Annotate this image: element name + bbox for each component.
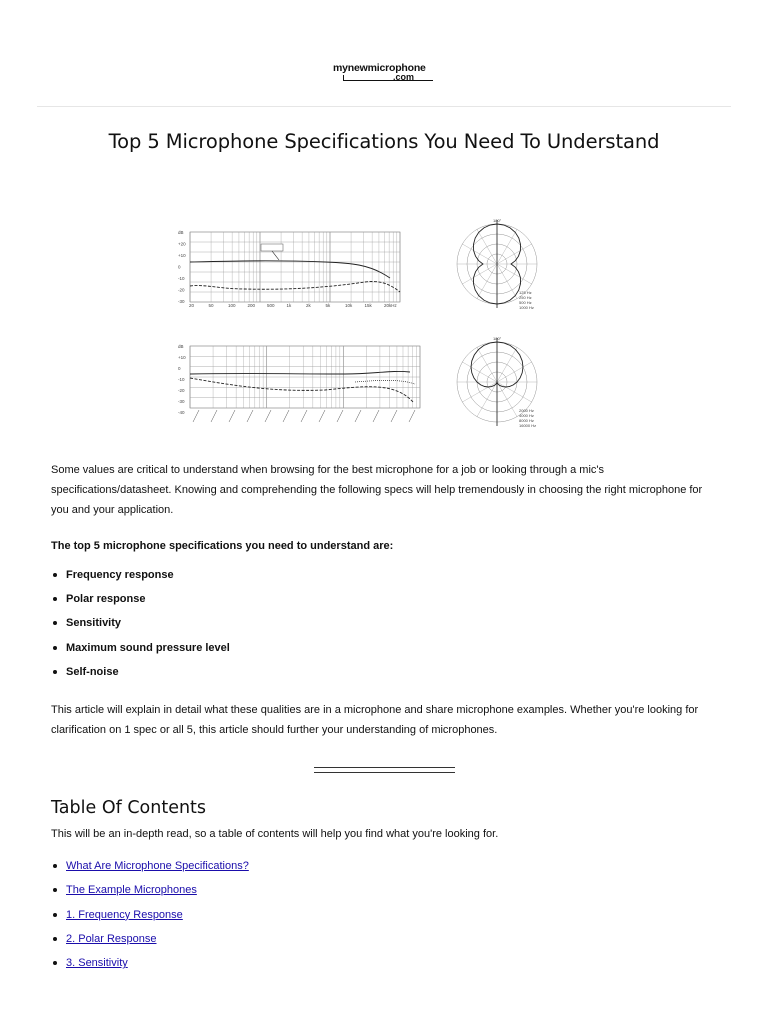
y-tick-label: dB (178, 344, 184, 349)
y-tick-label: +10 (178, 253, 186, 258)
x-tick-label: 500 (267, 303, 275, 308)
x-tick-label: 5k (325, 303, 331, 308)
polar-legend-label: 16000 Hz (519, 423, 537, 428)
response-curve (190, 261, 390, 278)
polar-spoke (477, 264, 497, 299)
x-tick-label: 20kHz (384, 303, 397, 308)
x-tick-mark (409, 410, 415, 422)
polar-legend-label: 8000 Hz (519, 418, 534, 423)
logo-underline (343, 80, 433, 81)
list-item: Maximum sound pressure level (51, 637, 230, 661)
x-tick-label: 15k (364, 303, 372, 308)
response-curve (190, 378, 413, 402)
y-tick-label: 0 (178, 264, 181, 270)
x-tick-mark (193, 410, 199, 422)
polar-legend-label: 125 Hz (519, 290, 532, 295)
y-tick-label: -30 (178, 299, 185, 304)
section-separator (314, 767, 455, 773)
response-curve (190, 281, 400, 292)
toc-link-frequency-response[interactable]: 1. Frequency Response (66, 908, 183, 921)
y-tick-label: 0 (178, 366, 181, 371)
polar-spoke (497, 264, 517, 299)
toc-link-example-microphones[interactable]: The Example Microphones (66, 884, 197, 897)
y-tick-label: -10 (178, 377, 185, 382)
explanation-paragraph: This article will explain in detail what these qualities are in a microphone and share microphone examples. Whether you're looking for clarification on 1 spec or all 5, this article should further your understanding of microphones. (51, 704, 699, 737)
x-tick-label: 50 (208, 303, 214, 308)
list-item: Polar response (51, 588, 230, 612)
x-tick-mark (283, 410, 289, 422)
list-intro: The top 5 microphone specifications you need to understand are: (51, 540, 394, 552)
x-tick-label: 10k (345, 303, 353, 308)
polar-angle-label: 180° (493, 336, 502, 341)
x-tick-label: 200 (247, 303, 256, 308)
toc-heading: Table Of Contents (51, 798, 207, 818)
x-tick-mark (337, 410, 343, 422)
response-curve (190, 371, 410, 374)
x-tick-mark (355, 410, 361, 422)
x-tick-label: 20 (189, 303, 195, 308)
polar-legend-label: 1000 Hz (519, 305, 534, 310)
toc-item (51, 928, 249, 952)
annotation-box (261, 244, 283, 251)
site-header (0, 0, 768, 107)
x-tick-mark (319, 410, 325, 422)
polar-angle-label: 180° (493, 218, 502, 223)
polar-legend-label: 500 Hz (519, 300, 532, 305)
y-tick-label: -10 (178, 276, 185, 281)
y-tick-label: +10 (178, 355, 186, 360)
polar-spoke (477, 347, 497, 382)
toc-item (51, 855, 249, 879)
y-tick-label: +20 (178, 241, 186, 247)
y-tick-label: -30 (178, 399, 185, 404)
y-tick-label: -40 (178, 410, 185, 415)
toc-item (51, 952, 249, 976)
x-tick-mark (229, 410, 235, 422)
microphone-spec-figure (175, 214, 595, 442)
toc-description: This will be an in-depth read, so a table of contents will help you find what you're looking for. (51, 828, 499, 840)
polar-spoke (497, 362, 532, 382)
toc-link-polar-response[interactable]: 2. Polar Response (66, 932, 157, 945)
logo-text: mynewmicrophone (333, 62, 426, 74)
y-tick-label: dB (178, 230, 184, 235)
y-tick-label: -20 (178, 388, 185, 393)
toc-item (51, 879, 249, 903)
spec-list (51, 564, 230, 685)
toc-link-sensitivity[interactable]: 3. Sensitivity (66, 957, 128, 970)
header-divider (37, 106, 731, 107)
polar-legend-label: 4000 Hz (519, 413, 534, 418)
y-tick-label: -20 (178, 287, 185, 293)
polar-legend-label: 2000 Hz (519, 408, 534, 413)
polar-spoke (497, 382, 532, 402)
logo-domain: .com (393, 72, 415, 82)
x-tick-mark (391, 410, 397, 422)
polar-spoke (462, 362, 497, 382)
polar-spoke (497, 347, 517, 382)
list-item: Self-noise (51, 661, 230, 685)
toc-link-specifications[interactable]: What Are Microphone Specifications? (66, 860, 249, 872)
polar-legend-label: 250 Hz (519, 295, 532, 300)
polar-spoke (462, 382, 497, 402)
x-tick-mark (373, 410, 379, 422)
x-tick-mark (265, 410, 271, 422)
table-of-contents (51, 855, 249, 976)
x-tick-label: 100 (228, 303, 236, 308)
annotation-arrow (272, 251, 279, 260)
x-tick-mark (301, 410, 307, 422)
toc-item (51, 904, 249, 928)
x-tick-label: 1k (286, 303, 292, 308)
spec-graphs-image (175, 214, 595, 442)
page-title: Top 5 Microphone Specifications You Need To Understand (108, 130, 660, 153)
list-item: Sensitivity (51, 612, 230, 636)
response-curve (355, 380, 415, 384)
intro-paragraph: Some values are critical to understand when browsing for the best microphone for a job or looking through a mic's specifications/datasheet. Knowing and comprehending the following specs will help tremendously in choosing the right microphone for you and your application. (51, 464, 703, 517)
site-logo[interactable] (331, 62, 439, 86)
polar-spoke (497, 229, 517, 264)
x-tick-label: 2k (306, 303, 311, 308)
list-item: Frequency response (51, 564, 230, 588)
x-tick-mark (247, 410, 253, 422)
polar-spoke (477, 229, 497, 264)
x-tick-mark (211, 410, 217, 422)
